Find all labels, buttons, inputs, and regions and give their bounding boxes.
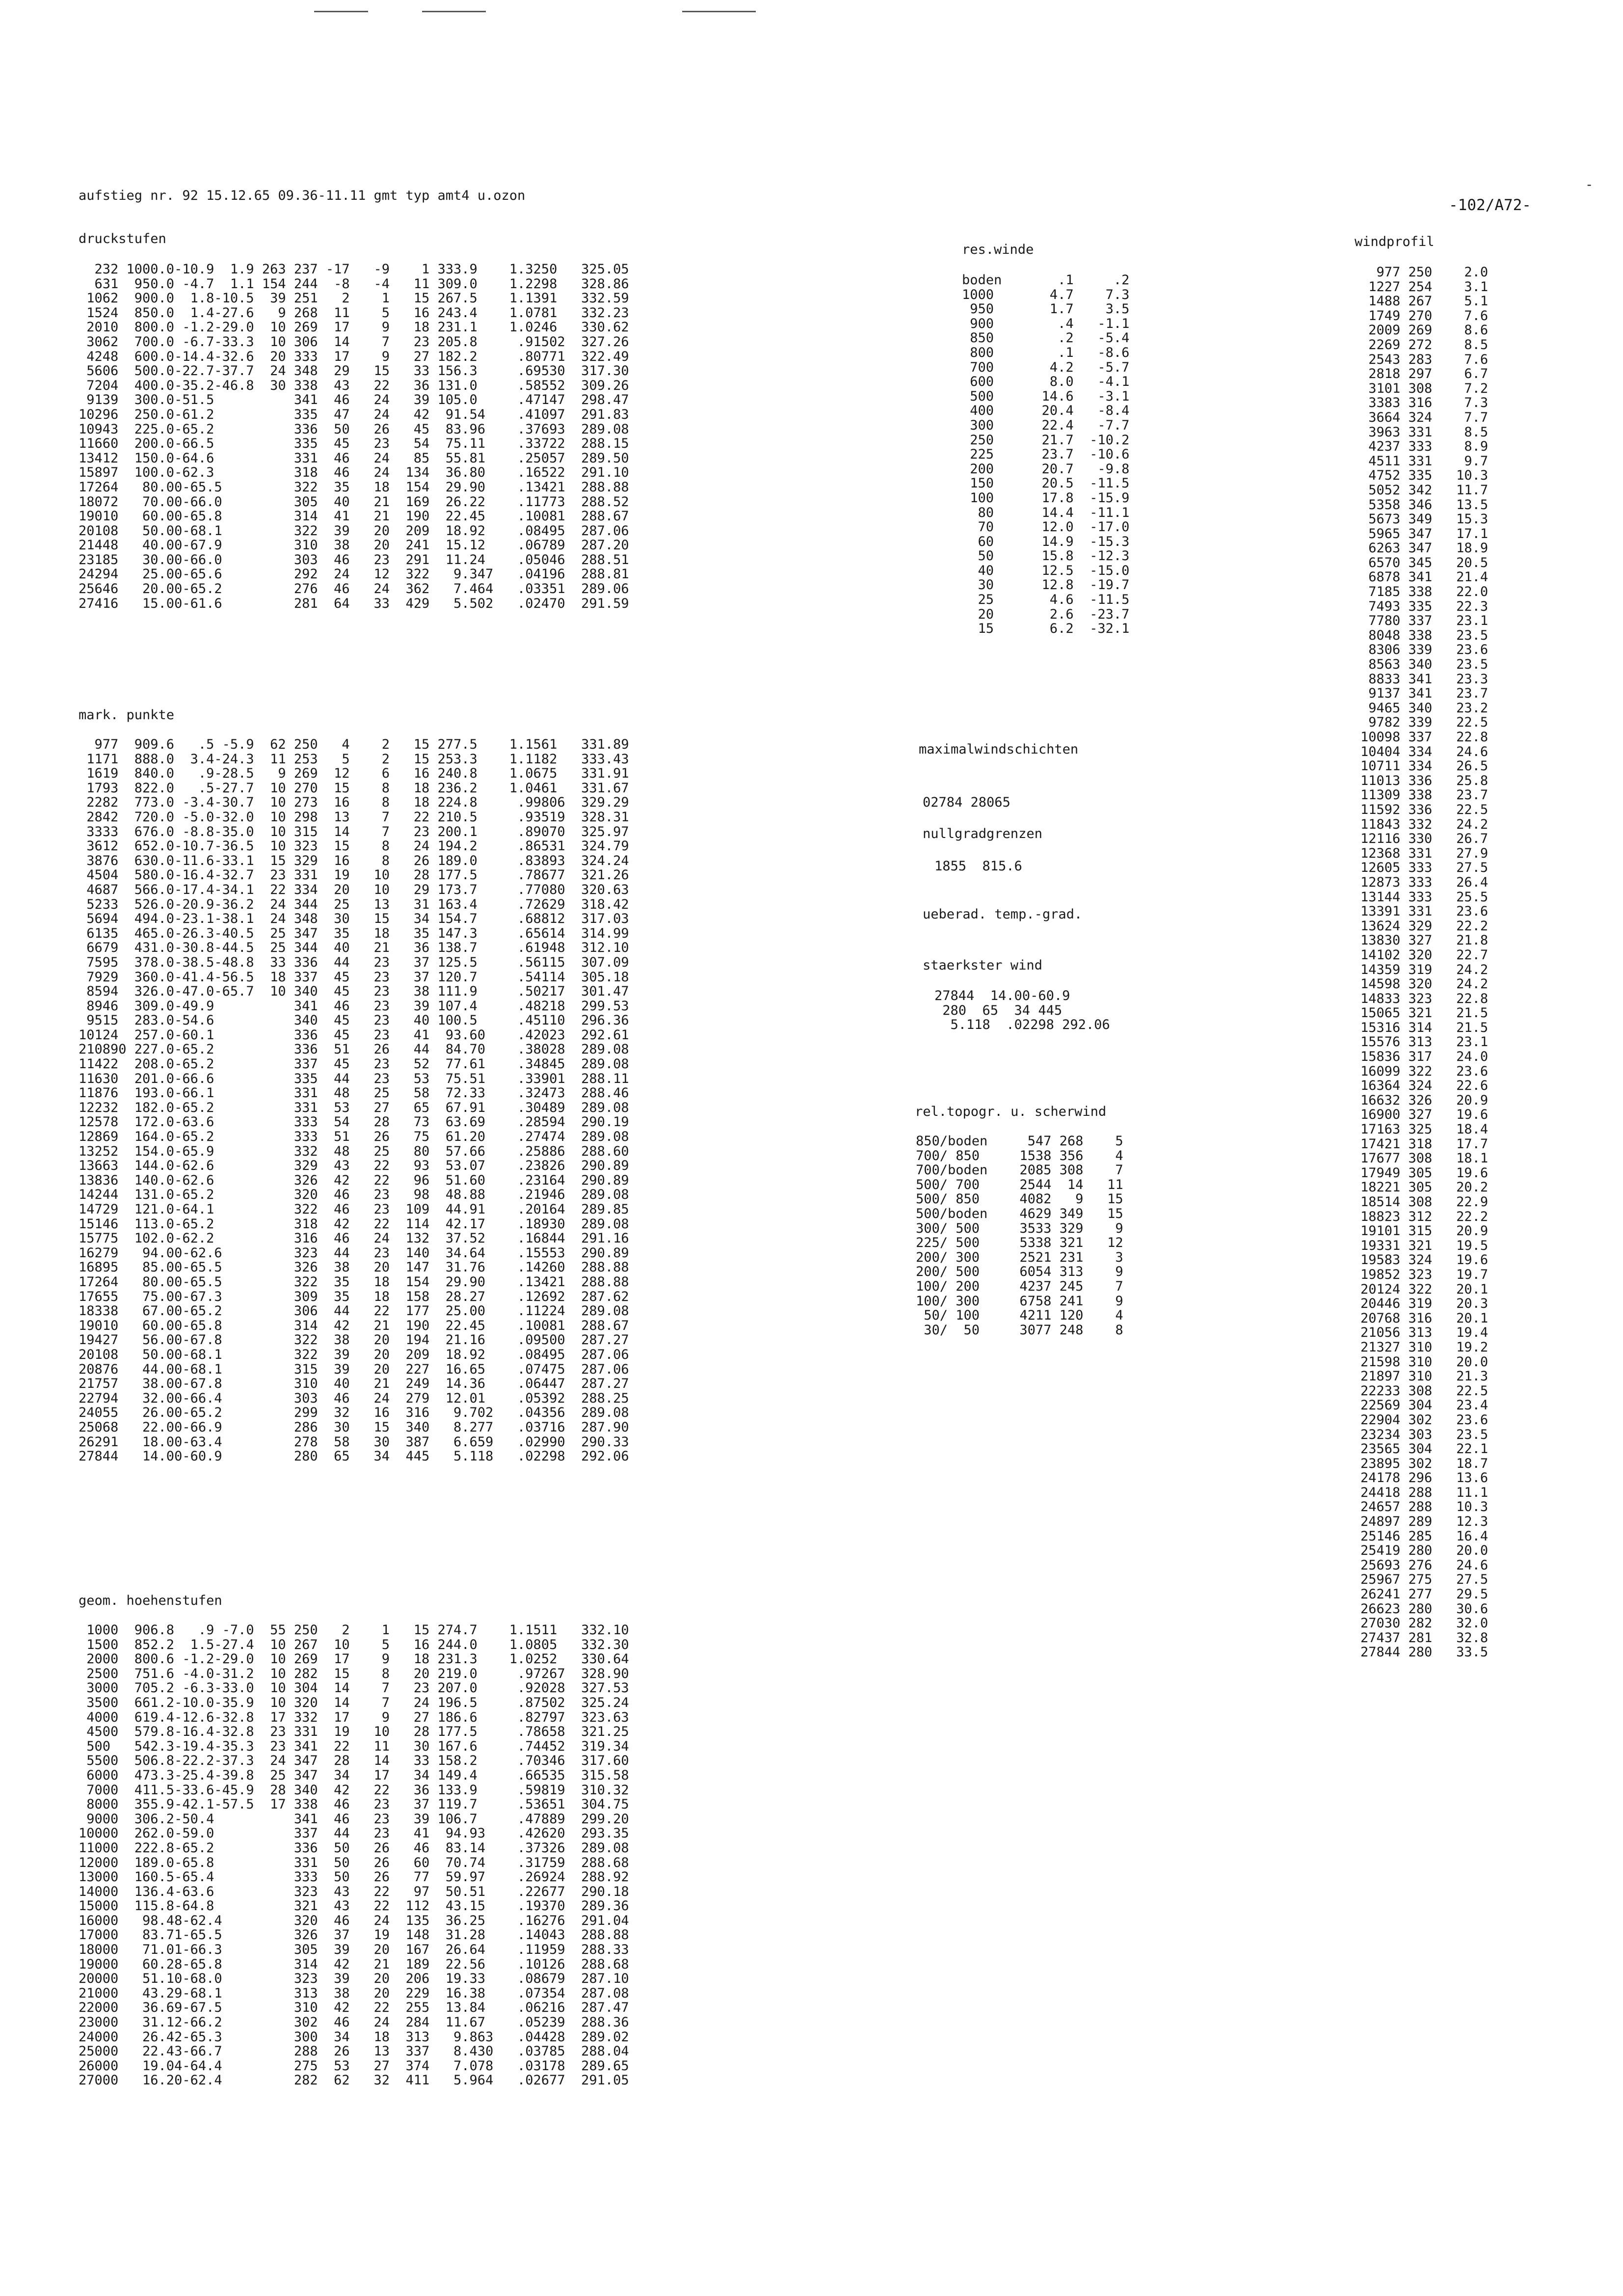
mark-punkte-row: 1793 822.0 .5-27.7 10 270 15 8 18 236.2 1.0461 331.67 — [79, 780, 629, 796]
rel-topogr-row: 225/ 500 5338 321 12 — [916, 1235, 1123, 1251]
geom-hoehenstufen-row: 14000 136.4-63.6 323 43 22 97 50.51 .22677 290.18 — [79, 1884, 629, 1899]
windprofil-row: 4511 331 9.7 — [1360, 453, 1489, 469]
rel-topogr-row: 30/ 50 3077 248 8 — [916, 1322, 1123, 1338]
top-edge-mark-3 — [682, 11, 756, 12]
geom-hoehenstufen-row: 4500 579.8-16.4-32.8 23 331 19 10 28 177.5 .78658 321.25 — [79, 1724, 629, 1740]
rel-topogr-row: 500/boden 4629 349 15 — [916, 1206, 1123, 1221]
druckstufen-row: 18072 70.00-66.0 305 40 21 169 26.22 .11773 288.52 — [79, 494, 629, 510]
windprofil-row: 14833 323 22.8 — [1360, 991, 1489, 1006]
druckstufen-row: 19010 60.00-65.8 314 41 21 190 22.45 .10081 288.67 — [79, 509, 629, 524]
windprofil-row: 12605 333 27.5 — [1360, 860, 1489, 876]
geom-hoehenstufen-row: 4000 619.4-12.6-32.8 17 332 17 9 27 186.6 .82797 323.63 — [79, 1709, 629, 1725]
windprofil-row: 15065 321 21.5 — [1360, 1005, 1489, 1021]
res-winde-row: 80 14.4 -11.1 — [962, 505, 1130, 520]
mark-punkte-row: 4687 566.0-17.4-34.1 22 334 20 10 29 173.7 .77080 320.63 — [79, 882, 629, 897]
windprofil-row: 2543 283 7.6 — [1360, 351, 1489, 367]
mark-punkte-row: 7929 360.0-41.4-56.5 18 337 45 23 37 120.7 .54114 305.18 — [79, 969, 629, 985]
windprofil-row: 17163 325 18.4 — [1360, 1122, 1489, 1137]
mark-punkte-row: 15775 102.0-62.2 316 46 24 132 37.52 .16844 291.16 — [79, 1231, 629, 1246]
druckstufen-row: 4248 600.0-14.4-32.6 20 333 17 9 27 182.2 .80771 322.49 — [79, 349, 629, 364]
geom-hoehenstufen-row: 17000 83.71-65.5 326 37 19 148 31.28 .14043 288.88 — [79, 1927, 629, 1943]
mark-punkte-row: 3333 676.0 -8.8-35.0 10 315 14 7 23 200.1 .89070 325.97 — [79, 824, 629, 839]
druckstufen-row: 21448 40.00-67.9 310 38 20 241 15.12 .06789 287.20 — [79, 538, 629, 553]
res-winde-row: 250 21.7 -10.2 — [962, 432, 1130, 448]
top-edge-mark-1 — [314, 11, 368, 12]
windprofil-row: 9782 339 22.5 — [1360, 715, 1489, 730]
windprofil-row: 2009 269 8.6 — [1360, 323, 1489, 338]
geom-hoehenstufen-row: 15000 115.8-64.8 321 43 22 112 43.15 .19370 289.36 — [79, 1898, 629, 1914]
windprofil-row: 17421 318 17.7 — [1360, 1136, 1489, 1152]
res-winde-row: 150 20.5 -11.5 — [962, 476, 1130, 491]
mark-punkte-row: 25068 22.00-66.9 286 30 15 340 8.277 .03716 287.90 — [79, 1419, 629, 1435]
windprofil-row: 14598 320 24.2 — [1360, 976, 1489, 992]
geom-hoehenstufen-row: 19000 60.28-65.8 314 42 21 189 22.56 .10126 288.68 — [79, 1956, 629, 1972]
druckstufen-table — [79, 262, 629, 611]
rel-topogr-row: 500/ 850 4082 9 15 — [916, 1191, 1123, 1207]
windprofil-row: 14359 319 24.2 — [1360, 962, 1489, 977]
mark-punkte-row: 3876 630.0-11.6-33.1 15 329 16 8 26 189.0 .83893 324.24 — [79, 853, 629, 868]
rel-topogr-row: 850/boden 547 268 5 — [916, 1134, 1123, 1149]
geom-hoehenstufen-row: 16000 98.48-62.4 320 46 24 135 36.25 .16276 291.04 — [79, 1913, 629, 1928]
mark-punkte-row: 16895 85.00-65.5 326 38 20 147 31.76 .14260 288.88 — [79, 1260, 629, 1275]
windprofil-row: 12873 333 26.4 — [1360, 874, 1489, 890]
rel-topogr-row: 300/ 500 3533 329 9 — [916, 1220, 1123, 1236]
res-winde-row: 800 .1 -8.6 — [962, 345, 1130, 360]
druckstufen-row: 20108 50.00-68.1 322 39 20 209 18.92 .08495 287.06 — [79, 523, 629, 539]
mark-punkte-row: 24055 26.00-65.2 299 32 16 316 9.702 .04356 289.08 — [79, 1405, 629, 1421]
geom-hoehenstufen-row: 22000 36.69-67.5 310 42 22 255 13.84 .06216 287.47 — [79, 2000, 629, 2016]
staerkster-wind-line: 5.118 .02298 292.06 — [934, 1017, 1110, 1033]
res-winde-row: 900 .4 -1.1 — [962, 316, 1130, 331]
geom-hoehenstufen-row: 7000 411.5-33.6-45.9 28 340 42 22 36 133.9 .59819 310.32 — [79, 1782, 629, 1798]
res-winde-row: 25 4.6 -11.5 — [962, 592, 1130, 608]
windprofil-row: 18514 308 22.9 — [1360, 1194, 1489, 1210]
druckstufen-row: 27416 15.00-61.6 281 64 33 429 5.502 .02470 291.59 — [79, 595, 629, 611]
staerkster-wind-line: 280 65 34 445 — [934, 1002, 1063, 1018]
mark-punkte-row: 17655 75.00-67.3 309 35 18 158 28.27 .12692 287.62 — [79, 1289, 629, 1304]
res-winde-row: 225 23.7 -10.6 — [962, 447, 1130, 462]
mark-punkte-row: 2282 773.0 -3.4-30.7 10 273 16 8 18 224.8 .99806 329.29 — [79, 795, 629, 810]
windprofil-title: windprofil — [1355, 234, 1435, 249]
druckstufen-row: 1062 900.0 1.8-10.5 39 251 2 1 15 267.5 1.1391 332.59 — [79, 291, 629, 306]
windprofil-row: 25693 276 24.6 — [1360, 1557, 1489, 1573]
windprofil-row: 24178 296 13.6 — [1360, 1470, 1489, 1486]
mark-punkte-row: 17264 80.00-65.5 322 35 18 154 29.90 .13421 288.88 — [79, 1274, 629, 1290]
geom-hoehenstufen-row: 1500 852.2 1.5-27.4 10 267 10 5 16 244.0 1.0805 332.30 — [79, 1637, 629, 1652]
corner-mark: - — [1585, 177, 1594, 192]
mark-punkte-row: 15146 113.0-65.2 318 42 22 114 42.17 .18930 289.08 — [79, 1216, 629, 1232]
geom-hoehenstufen-row: 13000 160.5-65.4 333 50 26 77 59.97 .26924 288.92 — [79, 1869, 629, 1885]
windprofil-row: 23895 302 18.7 — [1360, 1456, 1489, 1471]
geom-hoehenstufen-row: 8000 355.9-42.1-57.5 17 338 46 23 37 119.7 .53651 304.75 — [79, 1797, 629, 1812]
res-winde-row: 300 22.4 -7.7 — [962, 417, 1130, 433]
windprofil-row: 3963 331 8.5 — [1360, 424, 1489, 440]
windprofil-row: 25146 285 16.4 — [1360, 1528, 1489, 1544]
windprofil-row: 25419 280 20.0 — [1360, 1543, 1489, 1559]
mark-punkte-row: 14729 121.0-64.1 322 46 23 109 44.91 .20164 289.85 — [79, 1202, 629, 1217]
res-winde-row: 30 12.8 -19.7 — [962, 577, 1130, 593]
geom-hoehenstufen-row: 1000 906.8 .9 -7.0 55 250 2 1 15 274.7 1.1511 332.10 — [79, 1622, 629, 1638]
windprofil-row: 1488 267 5.1 — [1360, 294, 1489, 309]
mark-punkte-row: 20108 50.00-68.1 322 39 20 209 18.92 .08495 287.06 — [79, 1347, 629, 1362]
druckstufen-row: 17264 80.00-65.5 322 35 18 154 29.90 .13421 288.88 — [79, 479, 629, 495]
maximalwind-value: 02784 28065 — [923, 795, 1011, 810]
windprofil-row: 7493 335 22.3 — [1360, 598, 1489, 614]
windprofil-row: 10404 334 24.6 — [1360, 744, 1489, 759]
druckstufen-row: 9139 300.0-51.5 341 46 24 39 105.0 .47147 298.47 — [79, 392, 629, 408]
windprofil-row: 9137 341 23.7 — [1360, 686, 1489, 702]
rel-topogr-row: 700/boden 2085 308 7 — [916, 1162, 1123, 1178]
mark-punkte-row: 19010 60.00-65.8 314 42 21 190 22.45 .10081 288.67 — [79, 1318, 629, 1333]
windprofil-row: 4237 333 8.9 — [1360, 439, 1489, 455]
windprofil-row: 25967 275 27.5 — [1360, 1572, 1489, 1588]
res-winde-row: 500 14.6 -3.1 — [962, 388, 1130, 404]
mark-punkte-row: 11630 201.0-66.6 335 44 23 53 75.51 .33901 288.11 — [79, 1071, 629, 1086]
res-winde-row: 100 17.8 -15.9 — [962, 490, 1130, 506]
windprofil-row: 19331 321 19.5 — [1360, 1238, 1489, 1253]
mark-punkte-row: 6135 465.0-26.3-40.5 25 347 35 18 35 147.3 .65614 314.99 — [79, 925, 629, 941]
windprofil-row: 5673 349 15.3 — [1360, 512, 1489, 527]
geom-hoehenstufen-row: 6000 473.3-25.4-39.8 25 347 34 17 34 149.4 .66535 315.58 — [79, 1767, 629, 1783]
rel-topogr-row: 100/ 200 4237 245 7 — [916, 1278, 1123, 1294]
geom-hoehenstufen-row: 500 542.3-19.4-35.3 23 341 22 11 30 167.6 .74452 319.34 — [79, 1738, 629, 1754]
ueberad-title: ueberad. temp.-grad. — [923, 907, 1083, 922]
res-winde-row: 850 .2 -5.4 — [962, 330, 1130, 346]
nullgrad-value: 1855 815.6 — [934, 859, 1022, 874]
mark-punkte-row: 13836 140.0-62.6 326 42 22 96 51.60 .23164 290.89 — [79, 1172, 629, 1188]
windprofil-row: 11843 332 24.2 — [1360, 816, 1489, 832]
mark-punkte-row: 4504 580.0-16.4-32.7 23 331 19 10 28 177.5 .78677 321.26 — [79, 867, 629, 883]
res-winde-row: 60 14.9 -15.3 — [962, 534, 1130, 549]
windprofil-row: 24657 288 10.3 — [1360, 1499, 1489, 1515]
geom-hoehenstufen-table — [79, 1623, 629, 2088]
res-winde-row: 70 12.0 -17.0 — [962, 519, 1130, 535]
druckstufen-row: 1524 850.0 1.4-27.6 9 268 11 5 16 243.4 1.0781 332.23 — [79, 305, 629, 321]
geom-hoehenstufen-row: 11000 222.8-65.2 336 50 26 46 83.14 .37326 289.08 — [79, 1840, 629, 1856]
mark-punkte-row: 8946 309.0-49.9 341 46 23 39 107.4 .48218 299.53 — [79, 998, 629, 1014]
mark-punkte-row: 19427 56.00-67.8 322 38 20 194 21.16 .09500 287.27 — [79, 1332, 629, 1348]
windprofil-row: 19101 315 20.9 — [1360, 1223, 1489, 1239]
res-winde-row: 50 15.8 -12.3 — [962, 548, 1130, 564]
res-winde-row: 700 4.2 -5.7 — [962, 359, 1130, 375]
windprofil-row: 15316 314 21.5 — [1360, 1020, 1489, 1035]
windprofil-row: 6263 347 18.9 — [1360, 540, 1489, 556]
windprofil-row: 16099 322 23.6 — [1360, 1063, 1489, 1079]
windprofil-row: 5965 347 17.1 — [1360, 526, 1489, 541]
mark-punkte-row: 20876 44.00-68.1 315 39 20 227 16.65 .07475 287.06 — [79, 1361, 629, 1377]
geom-hoehenstufen-row: 5500 506.8-22.2-37.3 24 347 28 14 33 158.2 .70346 317.60 — [79, 1753, 629, 1769]
druckstufen-row: 15897 100.0-62.3 318 46 24 134 36.80 .16522 291.10 — [79, 465, 629, 481]
res-winde-row: 15 6.2 -32.1 — [962, 621, 1130, 637]
mark-punkte-row: 8594 326.0-47.0-65.7 10 340 45 23 38 111.9 .50217 301.47 — [79, 984, 629, 999]
rel-topogr-row: 100/ 300 6758 241 9 — [916, 1293, 1123, 1309]
mark-punkte-table — [79, 737, 629, 1464]
windprofil-row: 22904 302 23.6 — [1360, 1412, 1489, 1428]
geom-hoehenstufen-row: 26000 19.04-64.4 275 53 27 374 7.078 .03178 289.65 — [79, 2058, 629, 2074]
rel-topogr-row: 200/ 300 2521 231 3 — [916, 1249, 1123, 1265]
geom-hoehenstufen-row: 9000 306.2-50.4 341 46 23 39 106.7 .47889 299.20 — [79, 1811, 629, 1827]
windprofil-row: 2818 297 6.7 — [1360, 366, 1489, 382]
mark-punkte-title: mark. punkte — [79, 707, 175, 723]
windprofil-row: 26241 277 29.5 — [1360, 1587, 1489, 1602]
windprofil-row: 6878 341 21.4 — [1360, 569, 1489, 585]
mark-punkte-row: 2842 720.0 -5.0-32.0 10 298 13 7 22 210.5 .93519 328.31 — [79, 809, 629, 825]
windprofil-row: 21598 310 20.0 — [1360, 1354, 1489, 1370]
druckstufen-row: 631 950.0 -4.7 1.1 154 244 -8 -4 11 309.0 1.2298 328.86 — [79, 276, 629, 292]
windprofil-row: 977 250 2.0 — [1360, 265, 1489, 280]
staerkster-wind-title: staerkster wind — [923, 958, 1042, 973]
windprofil-row: 17949 305 19.6 — [1360, 1165, 1489, 1181]
windprofil-row: 15836 317 24.0 — [1360, 1049, 1489, 1065]
geom-hoehenstufen-row: 18000 71.01-66.3 305 39 20 167 26.64 .11959 288.33 — [79, 1942, 629, 1958]
windprofil-row: 24897 289 12.3 — [1360, 1514, 1489, 1530]
windprofil-row: 20446 319 20.3 — [1360, 1296, 1489, 1312]
mark-punkte-row: 12232 182.0-65.2 331 53 27 65 67.91 .30489 289.08 — [79, 1100, 629, 1115]
mark-punkte-row: 11422 208.0-65.2 337 45 23 52 77.61 .34845 289.08 — [79, 1056, 629, 1072]
windprofil-row: 9465 340 23.2 — [1360, 700, 1489, 716]
windprofil-row: 16900 327 19.6 — [1360, 1107, 1489, 1123]
mark-punkte-row: 14244 131.0-65.2 320 46 23 98 48.88 .21946 289.08 — [79, 1187, 629, 1203]
windprofil-row: 20124 322 20.1 — [1360, 1281, 1489, 1297]
windprofil-row: 22569 304 23.4 — [1360, 1398, 1489, 1413]
windprofil-row: 27437 281 32.8 — [1360, 1630, 1489, 1646]
geom-hoehenstufen-row: 20000 51.10-68.0 323 39 20 206 19.33 .08679 287.10 — [79, 1971, 629, 1987]
windprofil-row: 13391 331 23.6 — [1360, 904, 1489, 919]
mark-punkte-row: 5233 526.0-20.9-36.2 24 344 25 13 31 163.4 .72629 318.42 — [79, 896, 629, 912]
druckstufen-row: 5606 500.0-22.7-37.7 24 348 29 15 33 156.3 .69530 317.30 — [79, 363, 629, 379]
windprofil-row: 23234 303 23.5 — [1360, 1427, 1489, 1442]
windprofil-row: 2269 272 8.5 — [1360, 337, 1489, 352]
geom-hoehenstufen-row: 21000 43.29-68.1 313 38 20 229 16.38 .07354 287.08 — [79, 1985, 629, 2001]
windprofil-row: 17677 308 18.1 — [1360, 1151, 1489, 1166]
windprofil-table — [1360, 265, 1488, 1660]
geom-hoehenstufen-title: geom. hoehenstufen — [79, 1593, 222, 1608]
windprofil-row: 12116 330 26.7 — [1360, 831, 1489, 847]
druckstufen-row: 23185 30.00-66.0 303 46 23 291 11.24 .05046 288.51 — [79, 552, 629, 567]
windprofil-row: 16632 326 20.9 — [1360, 1092, 1489, 1108]
windprofil-row: 22233 308 22.5 — [1360, 1383, 1489, 1399]
windprofil-row: 6570 345 20.5 — [1360, 555, 1489, 570]
mark-punkte-row: 11876 193.0-66.1 331 48 25 58 72.33 .32473 288.46 — [79, 1085, 629, 1101]
rel-topogr-row: 500/ 700 2544 14 11 — [916, 1177, 1123, 1192]
mark-punkte-row: 22794 32.00-66.4 303 46 24 279 12.01 .05392 288.25 — [79, 1390, 629, 1406]
nullgrad-title: nullgradgrenzen — [923, 826, 1042, 841]
mark-punkte-row: 16279 94.00-62.6 323 44 23 140 34.64 .15553 290.89 — [79, 1245, 629, 1261]
druckstufen-row: 232 1000.0-10.9 1.9 263 237 -17 -9 1 333.9 1.3250 325.05 — [79, 262, 629, 277]
mark-punkte-row: 13252 154.0-65.9 332 48 25 80 57.66 .25886 288.60 — [79, 1143, 629, 1159]
druckstufen-title: druckstufen — [79, 231, 166, 246]
geom-hoehenstufen-row: 12000 189.0-65.8 331 50 26 60 70.74 .31759 288.68 — [79, 1855, 629, 1870]
staerkster-wind-line: 27844 14.00-60.9 — [934, 988, 1070, 1003]
mark-punkte-row: 210890 227.0-65.2 336 51 26 44 84.70 .38028 289.08 — [79, 1042, 629, 1057]
res-winde-row: 400 20.4 -8.4 — [962, 403, 1130, 419]
mark-punkte-row: 10124 257.0-60.1 336 45 23 41 93.60 .42023 292.61 — [79, 1027, 629, 1043]
res-winde-row: 1000 4.7 7.3 — [962, 287, 1130, 302]
druckstufen-row: 11660 200.0-66.5 335 45 23 54 75.11 .33722 288.15 — [79, 436, 629, 452]
windprofil-row: 10098 337 22.8 — [1360, 729, 1489, 745]
res-winde-row: boden .1 .2 — [962, 272, 1130, 288]
windprofil-row: 1749 270 7.6 — [1360, 308, 1489, 324]
windprofil-row: 26623 280 30.6 — [1360, 1601, 1489, 1617]
windprofil-row: 18823 312 22.2 — [1360, 1209, 1489, 1224]
mark-punkte-row: 21757 38.00-67.8 310 40 21 249 14.36 .06447 287.27 — [79, 1376, 629, 1392]
page-title: aufstieg nr. 92 15.12.65 09.36-11.11 gmt typ amt4 u.ozon — [79, 188, 526, 203]
maximalwind-title: maximalwindschichten — [919, 742, 1079, 757]
geom-hoehenstufen-row: 2500 751.6 -4.0-31.2 10 282 15 8 20 219.0 .97267 328.90 — [79, 1666, 629, 1681]
windprofil-row: 7780 337 23.1 — [1360, 613, 1489, 629]
mark-punkte-row: 1171 888.0 3.4-24.3 11 253 5 2 15 253.3 1.1182 333.43 — [79, 751, 629, 767]
rel-topogr-table — [916, 1134, 1123, 1337]
druckstufen-row: 10296 250.0-61.2 335 47 24 42 91.54 .41097 291.83 — [79, 406, 629, 422]
windprofil-row: 8563 340 23.5 — [1360, 657, 1489, 673]
druckstufen-row: 13412 150.0-64.6 331 46 24 85 55.81 .25057 289.50 — [79, 450, 629, 466]
res-winde-row: 950 1.7 3.5 — [962, 301, 1130, 317]
page-code: -102/A72- — [1449, 196, 1531, 214]
geom-hoehenstufen-row: 3000 705.2 -6.3-33.0 10 304 14 7 23 207.0 .92028 327.53 — [79, 1680, 629, 1696]
rel-topogr-title: rel.topogr. u. scherwind — [915, 1104, 1107, 1119]
res-winde-row: 600 8.0 -4.1 — [962, 374, 1130, 390]
mark-punkte-row: 12578 172.0-63.6 333 54 28 73 63.69 .28594 290.19 — [79, 1114, 629, 1130]
geom-hoehenstufen-row: 23000 31.12-66.2 302 46 24 284 11.67 .05239 288.36 — [79, 2015, 629, 2030]
windprofil-row: 8306 339 23.6 — [1360, 642, 1489, 658]
windprofil-row: 13624 329 22.2 — [1360, 918, 1489, 934]
windprofil-row: 11592 336 22.5 — [1360, 802, 1489, 817]
druckstufen-row: 25646 20.00-65.2 276 46 24 362 7.464 .03351 289.06 — [79, 581, 629, 597]
windprofil-row: 11013 336 25.8 — [1360, 773, 1489, 788]
windprofil-row: 23565 304 22.1 — [1360, 1441, 1489, 1457]
windprofil-row: 12368 331 27.9 — [1360, 845, 1489, 861]
rel-topogr-row: 200/ 500 6054 313 9 — [916, 1264, 1123, 1280]
res-winde-table — [962, 273, 1129, 636]
rel-topogr-row: 50/ 100 4211 120 4 — [916, 1308, 1123, 1324]
windprofil-row: 7185 338 22.0 — [1360, 584, 1489, 600]
mark-punkte-row: 1619 840.0 .9-28.5 9 269 12 6 16 240.8 1.0675 331.91 — [79, 766, 629, 782]
druckstufen-row: 10943 225.0-65.2 336 50 26 45 83.96 .37693 289.08 — [79, 421, 629, 437]
windprofil-row: 27844 280 33.5 — [1360, 1645, 1489, 1660]
mark-punkte-row: 26291 18.00-63.4 278 58 30 387 6.659 .02990 290.33 — [79, 1434, 629, 1450]
mark-punkte-row: 13663 144.0-62.6 329 43 22 93 53.07 .23826 290.89 — [79, 1158, 629, 1174]
windprofil-row: 24418 288 11.1 — [1360, 1485, 1489, 1500]
windprofil-row: 5052 342 11.7 — [1360, 482, 1489, 498]
windprofil-row: 4752 335 10.3 — [1360, 468, 1489, 484]
windprofil-row: 1227 254 3.1 — [1360, 279, 1489, 295]
windprofil-row: 5358 346 13.5 — [1360, 497, 1489, 513]
res-winde-row: 200 20.7 -9.8 — [962, 461, 1130, 477]
windprofil-row: 3664 324 7.7 — [1360, 409, 1489, 425]
windprofil-row: 3101 308 7.2 — [1360, 380, 1489, 396]
windprofil-row: 18221 305 20.2 — [1360, 1180, 1489, 1195]
res-winde-title: res.winde — [962, 242, 1034, 257]
windprofil-row: 13144 333 25.5 — [1360, 889, 1489, 905]
windprofil-row: 16364 324 22.6 — [1360, 1078, 1489, 1094]
mark-punkte-row: 5694 494.0-23.1-38.1 24 348 30 15 34 154.7 .68812 317.03 — [79, 911, 629, 927]
geom-hoehenstufen-row: 25000 22.43-66.7 288 26 13 337 8.430 .03785 288.04 — [79, 2044, 629, 2059]
mark-punkte-row: 7595 378.0-38.5-48.8 33 336 44 23 37 125.5 .56115 307.09 — [79, 954, 629, 970]
mark-punkte-row: 3612 652.0-10.7-36.5 10 323 15 8 24 194.2 .86531 324.79 — [79, 838, 629, 854]
windprofil-row: 14102 320 22.7 — [1360, 947, 1489, 963]
windprofil-row: 21056 313 19.4 — [1360, 1325, 1489, 1341]
top-edge-mark-2 — [422, 11, 486, 12]
mark-punkte-row: 12869 164.0-65.2 333 51 26 75 61.20 .27474 289.08 — [79, 1129, 629, 1145]
windprofil-row: 11309 338 23.7 — [1360, 787, 1489, 803]
windprofil-row: 3383 316 7.3 — [1360, 395, 1489, 411]
windprofil-row: 8833 341 23.3 — [1360, 671, 1489, 687]
windprofil-row: 27030 282 32.0 — [1360, 1616, 1489, 1631]
geom-hoehenstufen-row: 2000 800.6 -1.2-29.0 10 269 17 9 18 231.3 1.0252 330.64 — [79, 1651, 629, 1667]
druckstufen-row: 3062 700.0 -6.7-33.3 10 306 14 7 23 205.8 .91502 327.26 — [79, 334, 629, 350]
geom-hoehenstufen-row: 10000 262.0-59.0 337 44 23 41 94.93 .42620 293.35 — [79, 1826, 629, 1841]
mark-punkte-row: 9515 283.0-54.6 340 45 23 40 100.5 .45110 296.36 — [79, 1013, 629, 1028]
windprofil-row: 15576 313 23.1 — [1360, 1034, 1489, 1050]
mark-punkte-row: 27844 14.00-60.9 280 65 34 445 5.118 .02298 292.06 — [79, 1449, 629, 1464]
windprofil-row: 19852 323 19.7 — [1360, 1267, 1489, 1282]
geom-hoehenstufen-row: 3500 661.2-10.0-35.9 10 320 14 7 24 196.5 .87502 325.24 — [79, 1695, 629, 1710]
windprofil-row: 21327 310 19.2 — [1360, 1339, 1489, 1355]
windprofil-row: 8048 338 23.5 — [1360, 627, 1489, 643]
druckstufen-row: 7204 400.0-35.2-46.8 30 338 43 22 36 131.0 .58552 309.26 — [79, 378, 629, 393]
windprofil-row: 21897 310 21.3 — [1360, 1369, 1489, 1384]
geom-hoehenstufen-row: 24000 26.42-65.3 300 34 18 313 9.863 .04428 289.02 — [79, 2029, 629, 2045]
res-winde-row: 40 12.5 -15.0 — [962, 563, 1130, 578]
mark-punkte-row: 18338 67.00-65.2 306 44 22 177 25.00 .11224 289.08 — [79, 1303, 629, 1319]
mark-punkte-row: 6679 431.0-30.8-44.5 25 344 40 21 36 138.7 .61948 312.10 — [79, 940, 629, 956]
rel-topogr-row: 700/ 850 1538 356 4 — [916, 1148, 1123, 1163]
res-winde-row: 20 2.6 -23.7 — [962, 606, 1130, 622]
windprofil-row: 20768 316 20.1 — [1360, 1310, 1489, 1326]
druckstufen-row: 2010 800.0 -1.2-29.0 10 269 17 9 18 231.1 1.0246 330.62 — [79, 320, 629, 335]
mark-punkte-row: 977 909.6 .5 -5.9 62 250 4 2 15 277.5 1.1561 331.89 — [79, 737, 629, 752]
windprofil-row: 19583 324 19.6 — [1360, 1252, 1489, 1268]
windprofil-row: 13830 327 21.8 — [1360, 933, 1489, 948]
geom-hoehenstufen-row: 27000 16.20-62.4 282 62 32 411 5.964 .02677 291.05 — [79, 2073, 629, 2088]
windprofil-row: 10711 334 26.5 — [1360, 758, 1489, 774]
druckstufen-row: 24294 25.00-65.6 292 24 12 322 9.347 .04196 288.81 — [79, 567, 629, 582]
staerkster-wind-values — [934, 989, 1110, 1032]
